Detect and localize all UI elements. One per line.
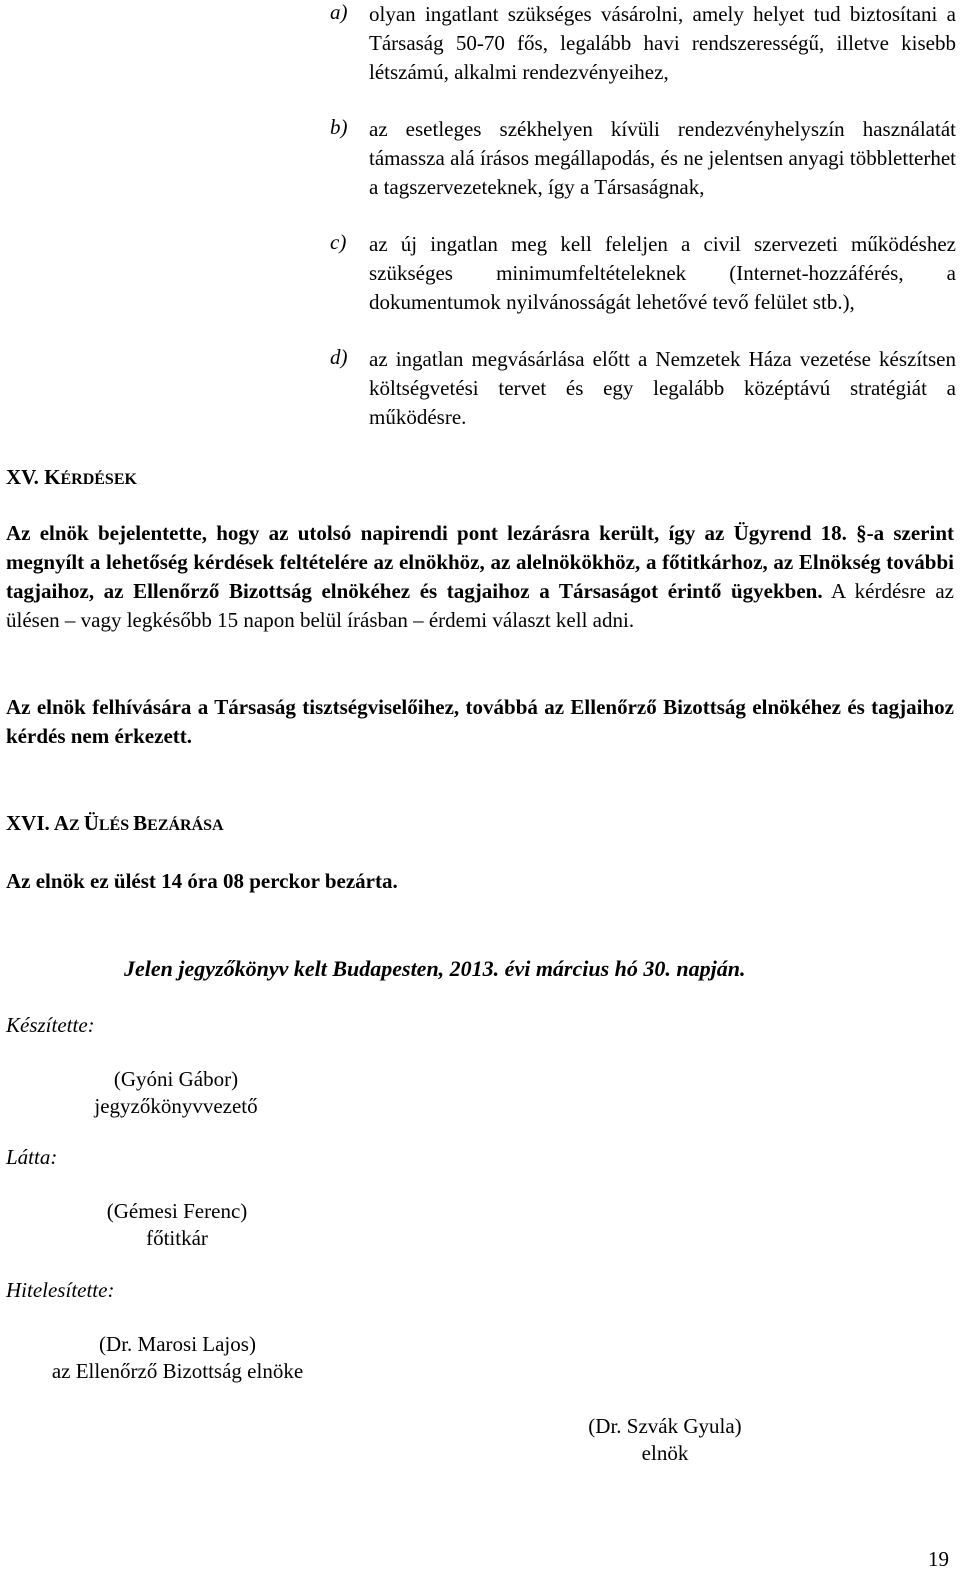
signature-audit-chair xyxy=(20,1331,335,1385)
section-title-initial: K xyxy=(44,465,61,489)
signature-title: jegyzőkönyvvezető xyxy=(94,1094,258,1118)
list-item-a xyxy=(330,0,956,86)
signature-secretary-general xyxy=(77,1198,277,1252)
label-seen: Látta: xyxy=(6,1145,58,1169)
list-item-c xyxy=(330,230,956,316)
label-authenticated: Hitelesítette: xyxy=(6,1278,115,1302)
signature-title: az Ellenőrző Bizottság elnöke xyxy=(51,1359,304,1383)
paragraph-questions xyxy=(6,519,954,635)
signature-title: főtitkár xyxy=(146,1226,208,1250)
list-marker: d) xyxy=(330,345,348,369)
section-number: XVI. xyxy=(6,811,50,835)
paragraph-normal-text: A kérdésre az ülésen – vagy legkésőbb 15 napon belül írásban – érdemi választ kell adni. xyxy=(6,579,954,632)
list-text: az új ingatlan meg kell feleljen a civil szervezeti működéshez szükséges minimumfeltételeknek (Internet-hozzáférés, a dokumentumok nyilvánosságát lehetővé tevő felület stb.), xyxy=(369,232,956,314)
signature-president xyxy=(565,1413,765,1467)
section-title-initial-c: B xyxy=(133,811,148,835)
list-text: olyan ingatlant szükséges vásárolni, amely helyet tud biztosítani a Társaság 50-70 fős, legalább havi rendszerességű, illetve kisebb létszámú, alkalmi rendezvényeihez, xyxy=(369,2,956,84)
paragraph-bold-text: Az elnök bejelentette, hogy az utolsó napirendi pont lezárásra került, így az Ügyrend 18. §-a szerint megnyílt a lehetőség kérdések feltételére az elnökhöz, az alelnökökhöz, a főtitkárhoz, az Elnökség további tagjaihoz, az Ellenőrző Bizottság elnökéhez és tagjaihoz a Társaságot érintő ügyekben. xyxy=(6,521,954,603)
list-marker: b) xyxy=(330,115,348,139)
list-text: az esetleges székhelyen kívüli rendezvényhelyszín használatát támassza alá írásos megállapodás, és ne jelentsen anyagi többletterhet a tagszervezeteknek, így a Társaságnak, xyxy=(369,117,956,199)
signature-name: (Gyóni Gábor) xyxy=(113,1067,239,1091)
label-prepared: Készítette: xyxy=(6,1013,95,1037)
list-text: az ingatlan megvásárlása előtt a Nemzetek Háza vezetése készítsen költségvetési tervet és egy legalább középtávú stratégiát a működésre. xyxy=(369,347,956,429)
signature-name: (Dr. Marosi Lajos) xyxy=(99,1332,256,1356)
section-title-initial-a: A xyxy=(53,811,70,835)
page-number: 19 xyxy=(928,1547,949,1571)
signature-recorder xyxy=(76,1066,276,1120)
list-marker: c) xyxy=(330,230,347,254)
section-title-initial-b: Ü xyxy=(83,811,99,835)
list-marker: a) xyxy=(330,0,348,24)
list-item-b xyxy=(330,115,956,201)
closing-statement: Az elnök ez ülést 14 óra 08 perckor bezárta. xyxy=(6,869,398,893)
section-heading-xv xyxy=(6,465,137,490)
signature-name: (Dr. Szvák Gyula) xyxy=(588,1414,742,1438)
date-line: Jelen jegyzőkönyv kelt Budapesten, 2013. évi március hó 30. napján. xyxy=(124,956,746,981)
signature-title: elnök xyxy=(641,1441,689,1465)
paragraph-no-questions: Az elnök felhívására a Társaság tisztségviselőihez, továbbá az Ellenőrző Bizottság elnökéhez és tagjaihoz kérdés nem érkezett. xyxy=(6,695,954,748)
section-number: XV. xyxy=(6,465,39,489)
section-title-rest: ÉRDÉSEK xyxy=(60,471,137,488)
section-title-rest-a: Z xyxy=(69,817,84,834)
section-heading-xvi xyxy=(6,811,224,836)
list-item-d xyxy=(330,345,956,431)
signature-name: (Gémesi Ferenc) xyxy=(106,1199,248,1223)
section-title-rest-b: LÉS xyxy=(98,817,134,834)
section-title-rest-c: EZÁRÁSA xyxy=(147,817,224,834)
